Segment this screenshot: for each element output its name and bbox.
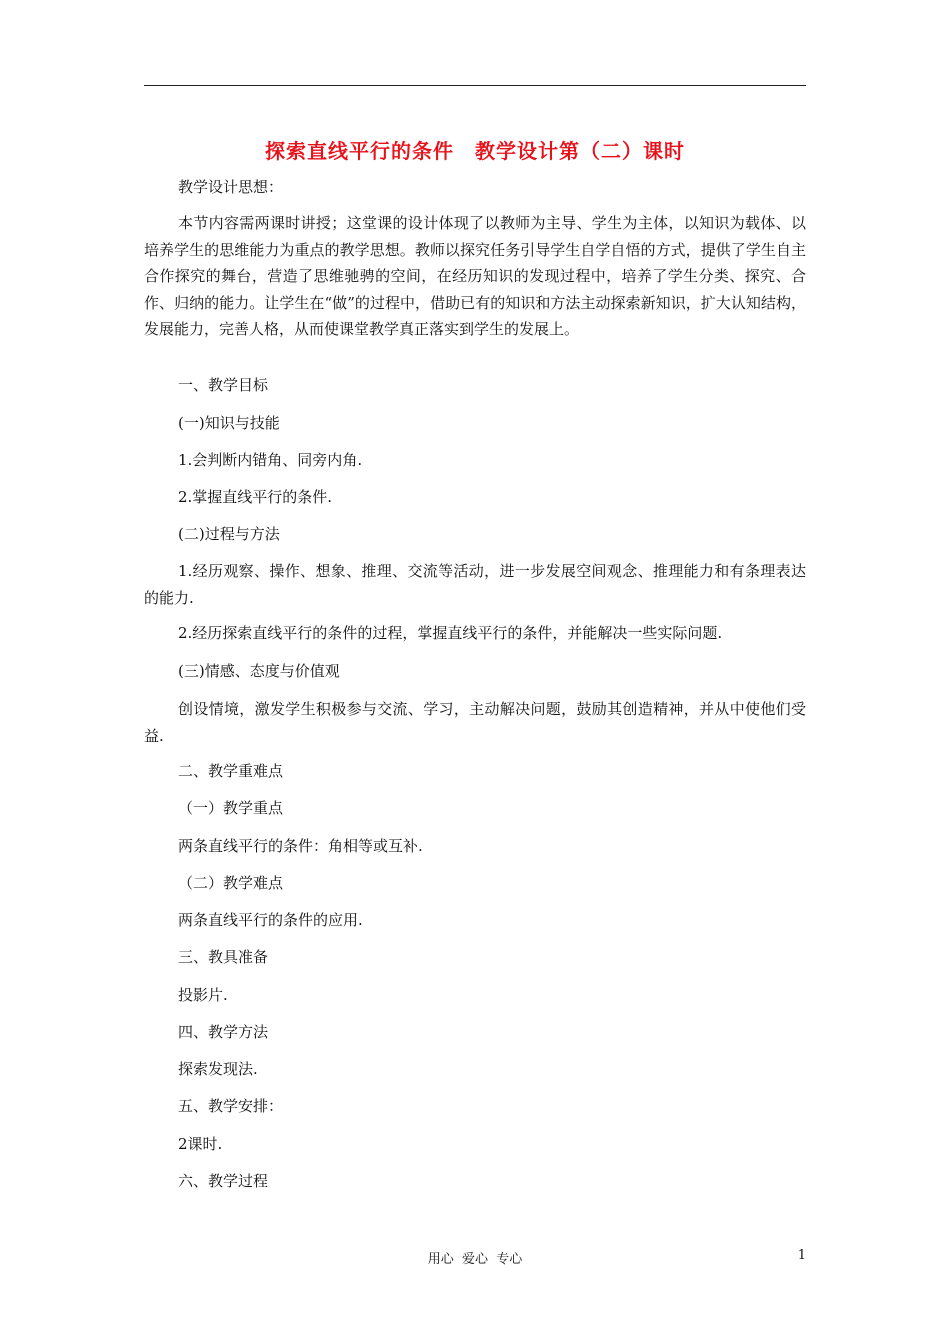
schedule-text: 2课时. [178,1135,223,1153]
subsection-difficult-point: （二）教学难点 [178,874,284,892]
goal-item: 2.掌握直线平行的条件. [178,488,333,506]
method-text: 探索发现法. [178,1060,258,1078]
paragraph-design-idea-body: 本节内容需两课时讲授；这堂课的设计体现了以教师为主导、学生为主体，以知识为载体、以培养学生的思维能力为重点的教学思想。教师以探究任务引导学生自学自悟的方式，提供了学生自主合作探究的舞台，营造了思维驰骋的空间，在经历知识的发现过程中，培养了学生分类、探究、合作、归纳的能力。让学生在“做”的过程中，借助已有的知识和方法主动探索新知识，扩大认知结构，发展能力，完善人格，从而使课堂教学真正落实到学生的发展上。 [144,214,806,338]
section-heading-goals: 一、教学目标 [178,376,269,394]
subsection-process-method: (二)过程与方法 [178,525,280,543]
goal-item: 1.经历观察、操作、想象、推理、交流等活动，进一步发展空间观念、推理能力和有条理表达的能力. [144,562,806,607]
teaching-aids-text: 投影片. [178,986,228,1004]
subsection-knowledge-skills: (一)知识与技能 [178,414,280,432]
section-heading-process: 六、教学过程 [178,1172,269,1190]
goal-item: 1.会判断内错角、同旁内角. [178,451,363,469]
footer-motto: 用心 爱心 专心 [427,1252,523,1267]
section-heading-teaching-aids: 三、教具准备 [178,948,269,966]
section-heading-schedule: 五、教学安排： [178,1097,284,1115]
difficult-point-text: 两条直线平行的条件的应用. [178,911,363,929]
subsection-emotion-values: (三)情感、态度与价值观 [178,662,340,680]
section-heading-method: 四、教学方法 [178,1023,269,1041]
page-number: 1 [797,1248,806,1263]
key-point-text: 两条直线平行的条件：角相等或互补. [178,837,423,855]
goal-item: 创设情境，激发学生积极参与交流、学习，主动解决问题，鼓励其创造精神，并从中使他们受益. [144,700,806,745]
section-heading-key-points: 二、教学重难点 [178,762,284,780]
document-title: 探索直线平行的条件 教学设计第（二）课时 [265,139,685,163]
paragraph-design-idea-heading: 教学设计思想： [178,178,284,196]
header-rule [144,85,806,86]
goal-item: 2.经历探索直线平行的条件的过程，掌握直线平行的条件，并能解决一些实际问题. [178,624,723,642]
subsection-key-point: （一）教学重点 [178,799,284,817]
